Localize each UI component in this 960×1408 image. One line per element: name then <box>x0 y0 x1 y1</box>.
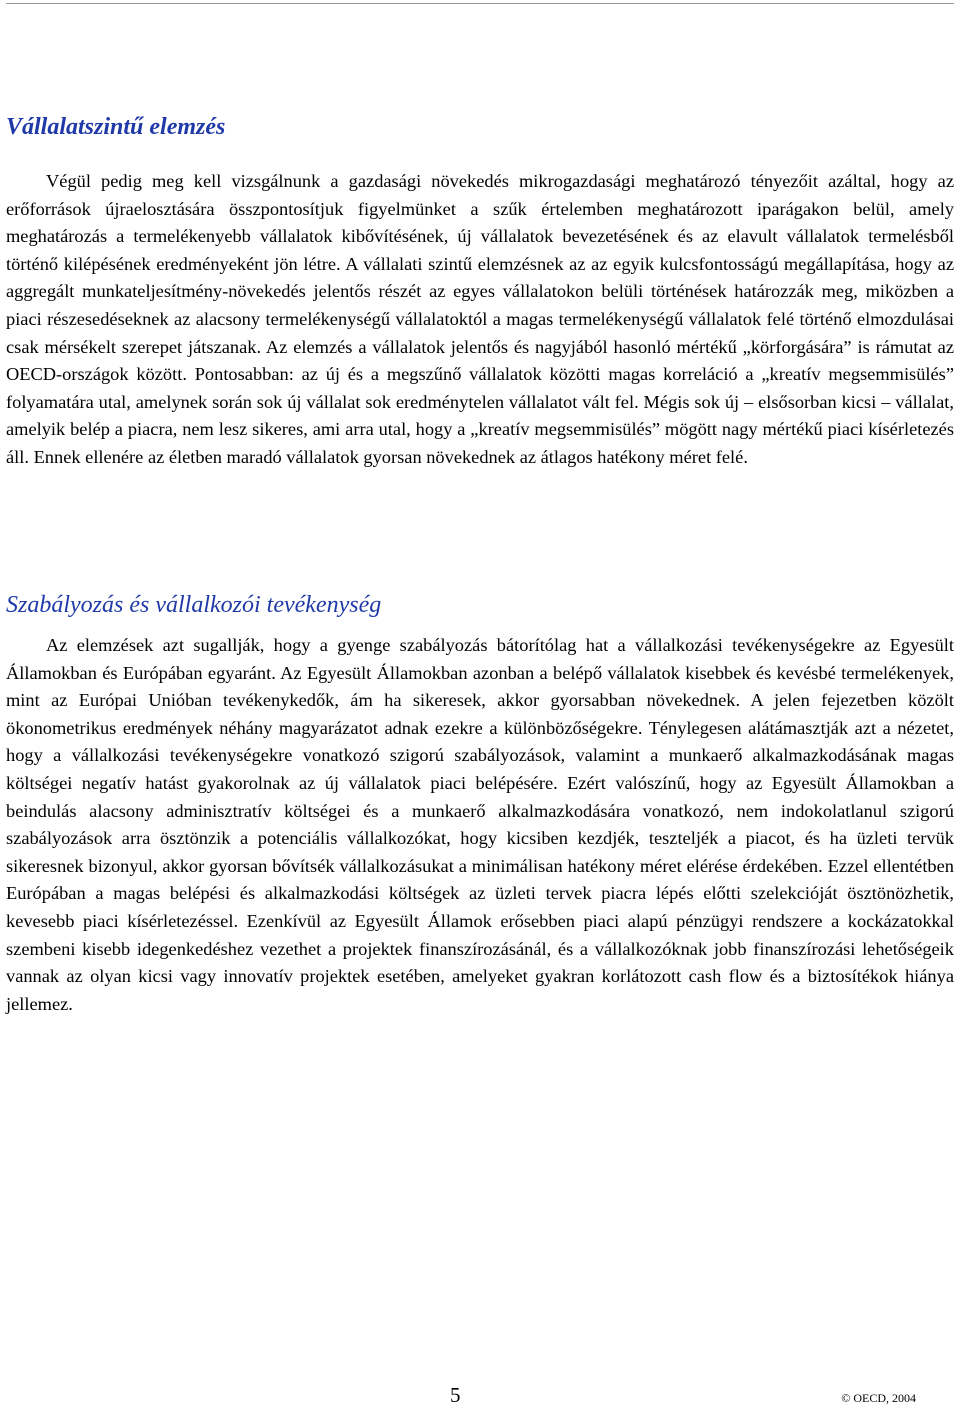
body-paragraph: Végül pedig meg kell vizsgálnunk a gazdasági növekedés mikrogazdasági meghatározó tényezőit azáltal, hogy az erőforrások újraelosztására összpontosítjuk figyelmünket a szűk értelemben meghatározott iparágakon belül, amely meghatározás a termelékenyebb vállalatok kibővítésének, új vállalatok bevezetésének és az elavult vállalatok termelésből történő kilépésének eredményeként jön létre. A vállalati szintű elemzésnek az az egyik kulcsfontosságú megállapítása, hogy az aggregált munkateljesítmény-növekedés jelentős részét az egyes vállalatokon belüli történések határozzák meg, miközben a piaci részesedéseknek az alacsony termelékenységű vállalatoktól a magas termelékenységű vállalatok felé történő elmozdulásai csak mérsékelt szerepet játszanak. Az elemzés a vállalatok jelentős és nagyjából hasonló mértékű „körforgására” is rámutat az OECD-országok között. Pontosabban: az új és a megszűnő vállalatok közötti magas korreláció a „kreatív megsemmisülés” folyamatára utal, amelynek során sok új vállalat sok eredménytelen vállalatot vált fel. Mégis sok új – elsősorban kicsi – vállalat, amelyik belép a piacra, nem lesz sikeres, ami arra utal, hogy a „kreatív megsemmisülés” mögött nagy mértékű piaci kísérletezés áll. Ennek ellenére az életben maradó vállalatok gyorsan növekednek az átlagos hatékony méret felé. <box>6 171 954 467</box>
copyright-notice: © OECD, 2004 <box>841 1391 916 1405</box>
section-heading-szabalyozas: Szabályozás és vállalkozói tevékenység <box>6 592 382 618</box>
section-heading-vallalatszintu-elemzes: Vállalatszintű elemzés <box>6 114 226 140</box>
body-paragraph: Az elemzések azt sugallják, hogy a gyenge szabályozás bátorítólag hat a vállalkozási tevékenységekre az Egyesült Államokban és Európában egyaránt. Az Egyesült Államokban azonban a belépő vállalatok kisebbek és kevésbé termelékenyek, mint az Európai Unióban tevékenykedők, ám ha sikeresek, akkor gyorsabban növekednek. A jelen fejezetben közölt ökonometrikus eredmények néhány magyarázatot adnak ezekre a különbözőségekre. Ténylegesen alátámasztják azt a nézetet, hogy a vállalkozási tevékenységekre vonatkozó szigorú szabályozások, valamint a munkaerő alkalmazkodásának magas költségei negatív hatást gyakorolnak az új vállalatok piaci belépésére. Ezért valószínű, hogy az Egyesült Államokban a beindulás alacsony adminisztratív költségei és a munkaerő alkalmazkodására vonatkozó, nem indokolatlanul szigorú szabályozások arra ösztönzik a potenciális vállalkozókat, hogy kicsiben kezdjék, teszteljék a piacot, és ha üzleti tervük sikeresnek bizonyul, akkor gyorsan bővítsék vállalkozásukat a minimálisan hatékony méret elérése érdekében. Ezzel ellentétben Európában a magas belépési és alkalmazkodási költségek az üzleti tervek piacra lépés előtti szelekcióját ösztönözhetik, kevesebb piaci kísérletezéssel. Ezenkívül az Egyesült Államok erősebben piaci alapú pénzügyi rendszere a kockázatokkal szembeni kisebb idegenkedéshez vezethet a projektek finanszírozásánál, és a vállalkozóknak jobb finanszírozási lehetőségeik vannak az olyan kicsi vagy innovatív projektek esetében, amelyeket gyakran korlátozott cash flow és a biztosítékok hiánya jellemez. <box>6 635 954 1014</box>
page-footer <box>0 1382 960 1408</box>
page-number: 5 <box>450 1383 461 1407</box>
top-rule <box>6 3 954 4</box>
